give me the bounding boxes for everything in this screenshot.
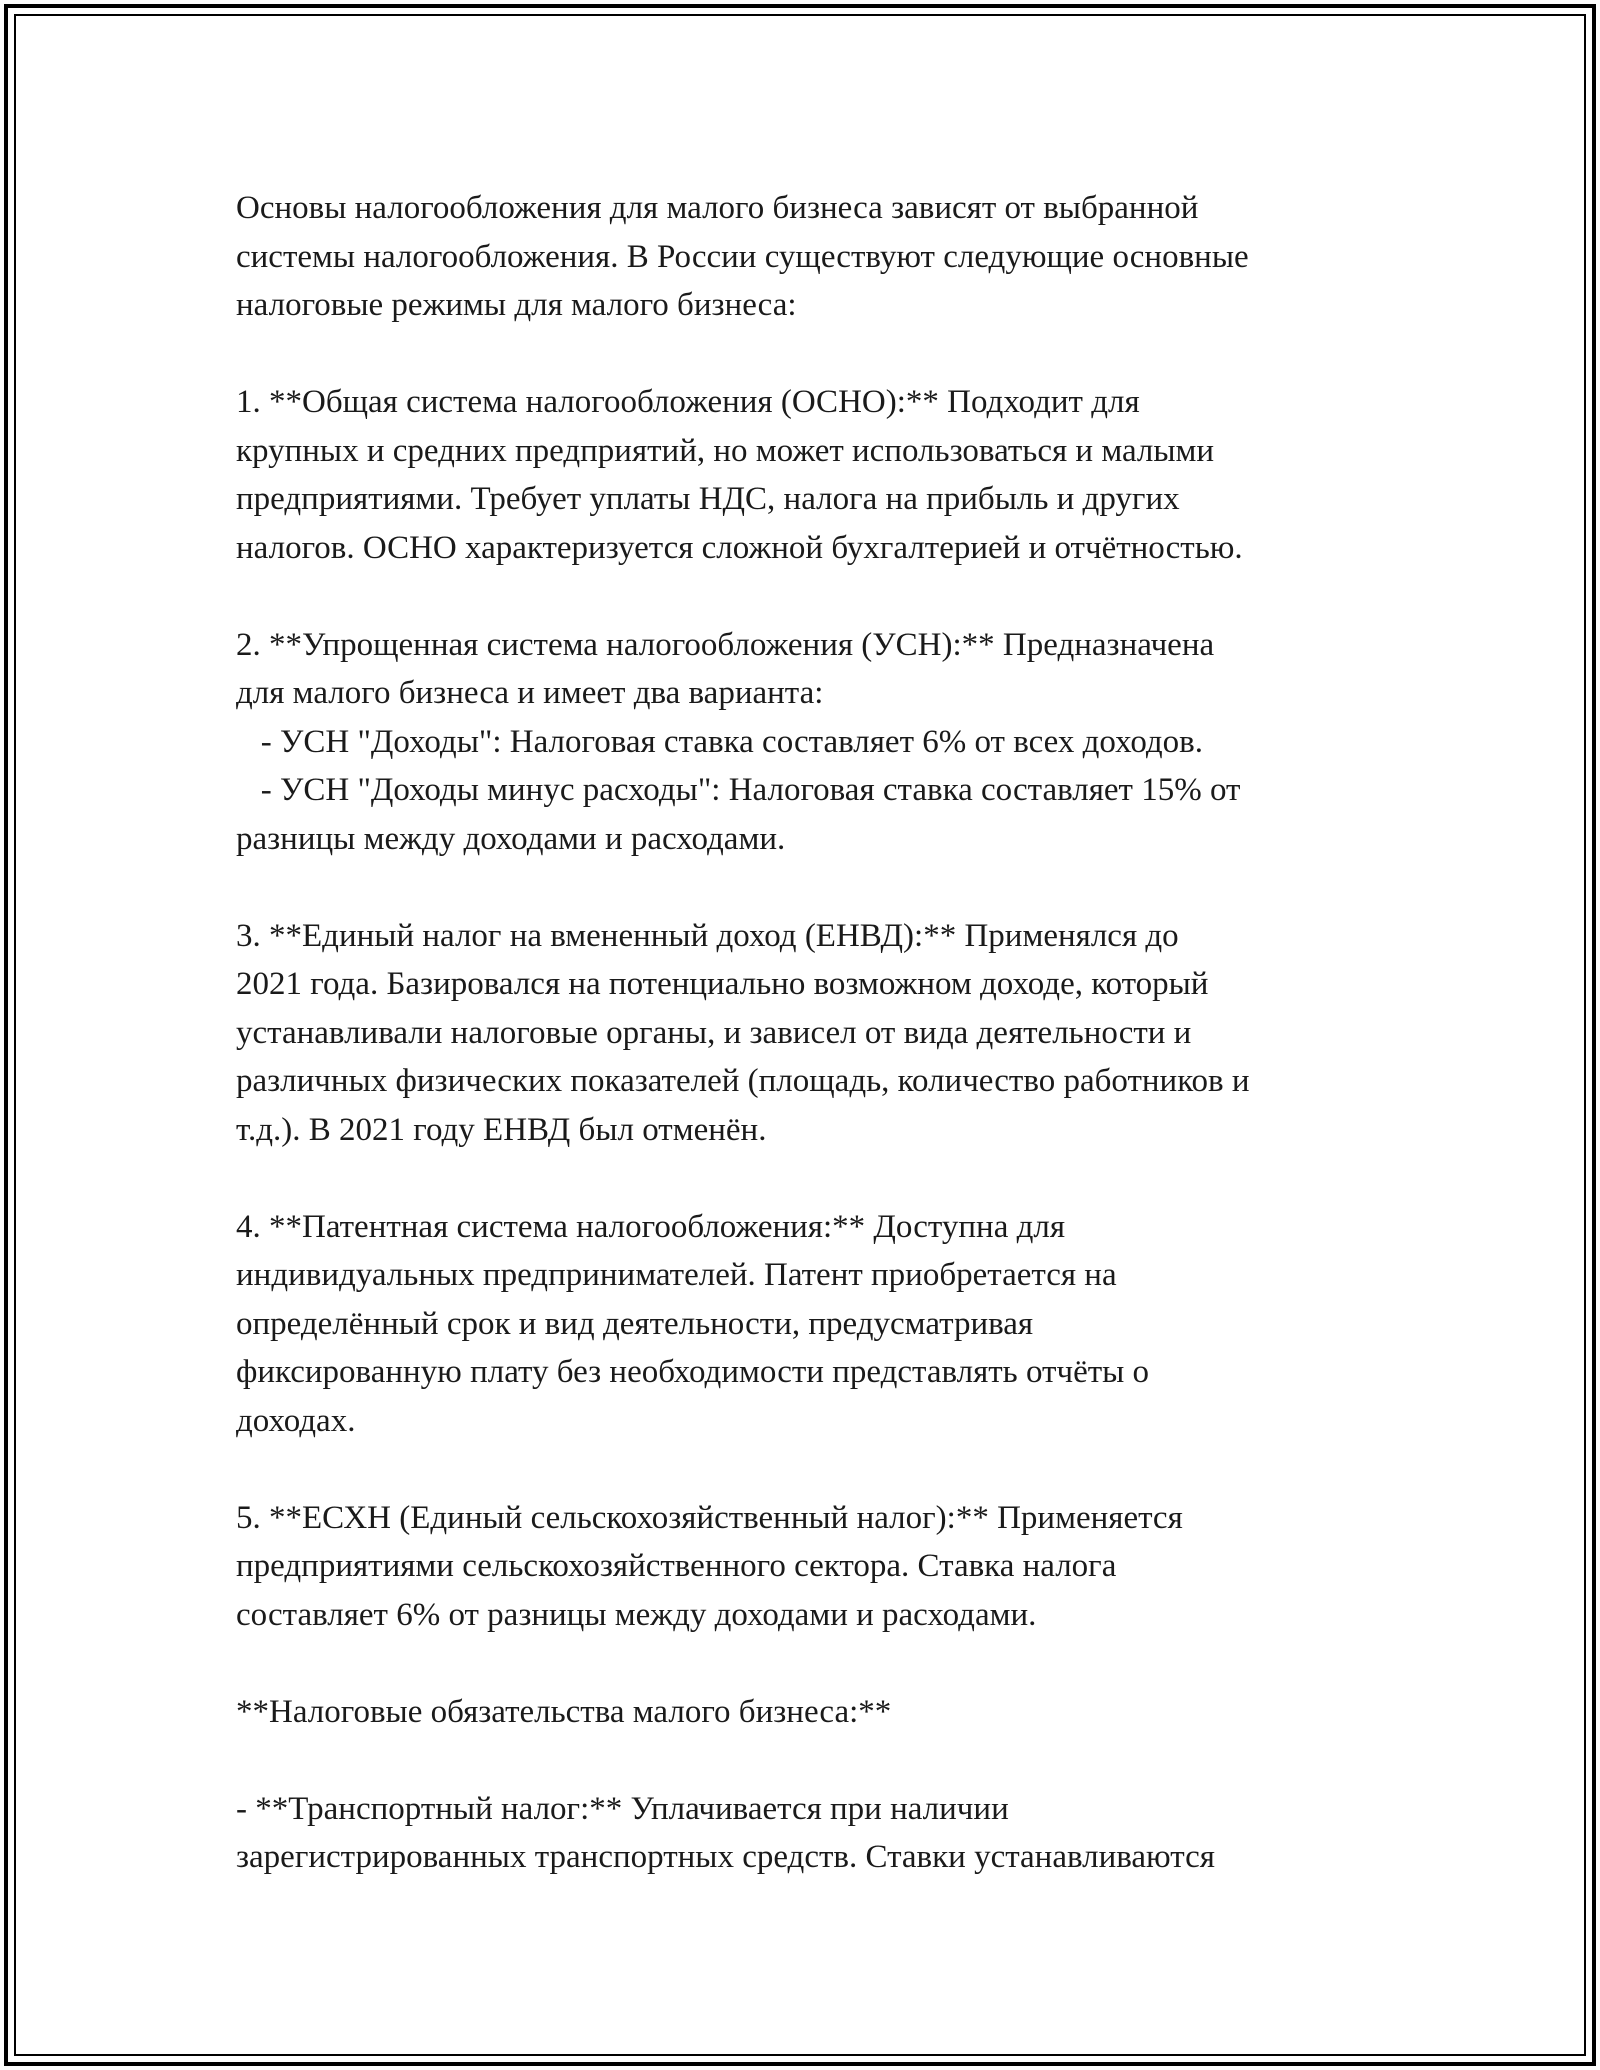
patent-line: доходах. [236, 1402, 356, 1439]
obligations-heading: **Налоговые обязательства малого бизнеса:** [236, 1693, 892, 1730]
usn-line: - УСН "Доходы минус расходы": Налоговая ставка составляет 15% от [236, 772, 1241, 808]
envd-line: 2021 года. Базировался на потенциально возможном доходе, который [236, 966, 1209, 1002]
usn-line: для малого бизнеса и имеет два варианта: [236, 675, 824, 711]
usn-line: разницы между доходами и расходами. [236, 820, 786, 857]
paragraph-gap [236, 1445, 1386, 1494]
envd-line: т.д.). В 2021 году ЕНВД был отменён. [236, 1111, 767, 1148]
osno-line: предприятиями. Требует уплаты НДС, налога на прибыль и других [236, 481, 1180, 517]
paragraph-gap [236, 330, 1386, 379]
usn-line: - УСН "Доходы": Налоговая ставка составляет 6% от всех доходов. [236, 723, 1204, 760]
envd-line: устанавливали налоговые органы, и зависел от вида деятельности и [236, 1014, 1192, 1051]
intro-line: Основы налогообложения для малого бизнеса зависят от выбранной [236, 190, 1199, 226]
usn-line: 2. **Упрощенная система налогообложения (УСН):** Предназначена [236, 626, 1215, 663]
osno-line: крупных и средних предприятий, но может использоваться и малыми [236, 432, 1215, 469]
patent-line: фиксированную плату без необходимости представлять отчёты о [236, 1354, 1150, 1390]
paragraph-gap [236, 1736, 1386, 1785]
patent-line: индивидуальных предпринимателей. Патент приобретается на [236, 1257, 1117, 1293]
eskhn-line: 5. **ЕСХН (Единый сельскохозяйственный налог):** Применяется [236, 1499, 1183, 1536]
osno-line: налогов. ОСНО характеризуется сложной бухгалтерией и отчётностью. [236, 529, 1243, 566]
patent-line: определённый срок и вид деятельности, предусматривая [236, 1305, 1034, 1342]
transport-tax-line: - **Транспортный налог:** Уплачивается при наличии [236, 1790, 1009, 1827]
patent-line: 4. **Патентная система налогообложения:** Доступна для [236, 1208, 1066, 1245]
paragraph-gap [236, 572, 1386, 621]
eskhn-line: составляет 6% от разницы между доходами и расходами. [236, 1596, 1037, 1633]
paragraph-gap [236, 1154, 1386, 1203]
osno-line: 1. **Общая система налогообложения (ОСНО):** Подходит для [236, 384, 1140, 420]
paragraph-gap [236, 1639, 1386, 1688]
document-body [236, 184, 1386, 1882]
eskhn-line: предприятиями сельскохозяйственного сектора. Ставка налога [236, 1548, 1117, 1584]
intro-line: налоговые режимы для малого бизнеса: [236, 287, 797, 323]
intro-line: системы налогообложения. В России существуют следующие основные [236, 238, 1249, 275]
paragraph-gap [236, 863, 1386, 912]
envd-line: 3. **Единый налог на вмененный доход (ЕНВД):** Применялся до [236, 917, 1179, 954]
envd-line: различных физических показателей (площадь, количество работников и [236, 1063, 1250, 1099]
transport-tax-line: зарегистрированных транспортных средств. Ставки устанавливаются [236, 1839, 1215, 1875]
